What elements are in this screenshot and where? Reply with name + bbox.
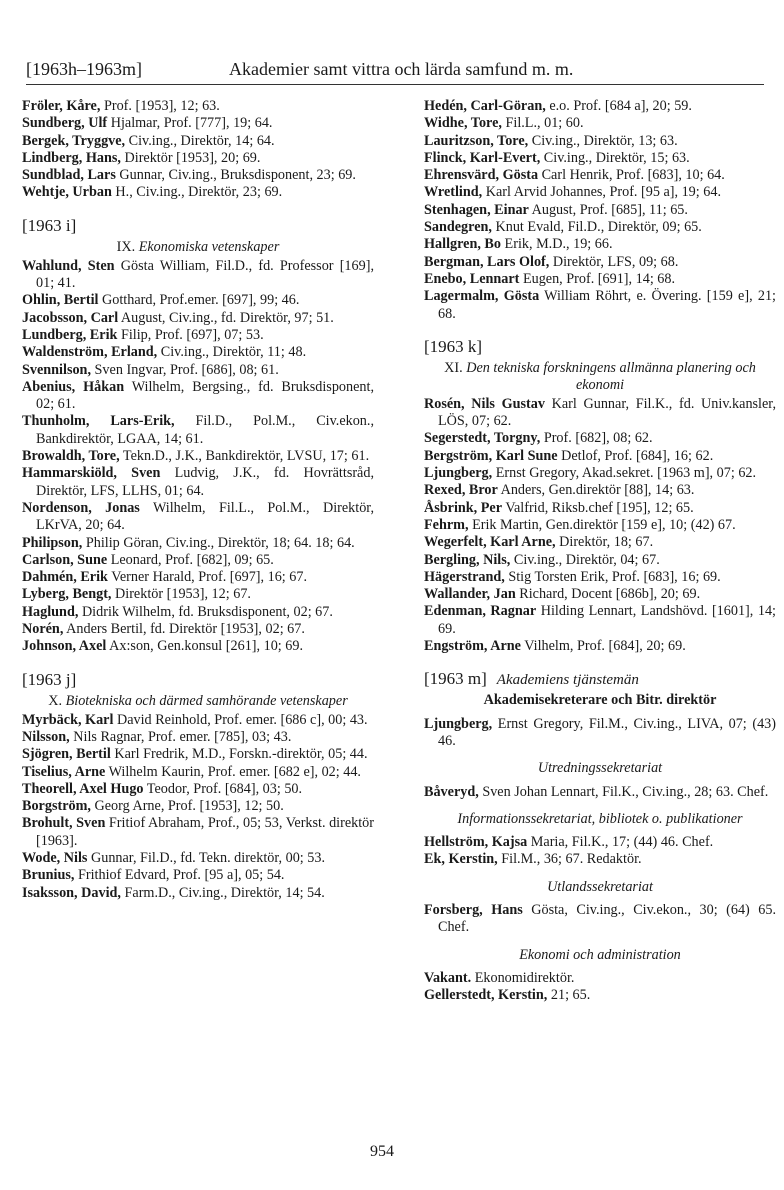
entry-details: Fritiof Abraham, Prof., 05; 53, Verkst. direktör [1963].	[36, 815, 375, 849]
section-code: [1963 m]	[424, 669, 487, 689]
entry-item	[22, 764, 374, 781]
entry-details: Civ.ing., Direktör, 15; 63.	[540, 149, 690, 166]
entry-details: Wilhelm, Bergsing., fd. Bruksdisponent, 02; 61.	[36, 378, 374, 413]
entry-details: William Röhrt, e. Övering. [159 e], 21; 68.	[438, 288, 776, 322]
entry-item	[424, 534, 776, 551]
entry-name: Lindberg, Hans,	[22, 149, 121, 166]
entry-details: Richard, Docent [686b], 20; 69.	[515, 586, 701, 603]
entry-item	[22, 850, 374, 867]
entry-name: Carlson, Sune	[22, 551, 108, 568]
section-title: Akademiens tjänstemän	[496, 672, 639, 689]
entry-name: Rexed, Bror	[424, 482, 498, 499]
entry-item	[22, 535, 374, 552]
entry-item	[424, 254, 776, 271]
entry-name: Widhe, Tore,	[424, 115, 502, 132]
entry-name: Ljungberg,	[424, 465, 493, 482]
entry-details: Fil.M., 36; 67. Redaktör.	[497, 851, 642, 868]
entry-item	[22, 448, 374, 465]
entry-name: Wahlund, Sten	[22, 257, 115, 274]
entry-name: Flinck, Karl-Evert,	[424, 149, 541, 166]
entry-name: Enebo, Lennart	[424, 270, 520, 287]
entry-details: Tekn.D., J.K., Bankdirektör, LVSU, 17; 61.	[119, 448, 370, 465]
entry-details: Hilding Lennart, Landshövd. [1601], 14; 69.	[438, 603, 776, 637]
entry-name: Hedén, Carl-Göran,	[424, 98, 546, 114]
entry-item	[22, 638, 374, 655]
entry-name: Dahmén, Erik	[22, 569, 108, 586]
entry-details: Fil.D., Pol.M., Civ.ekon., Bankdirektör, LGAA, 14; 61.	[36, 413, 374, 447]
entry-details: Gösta, Civ.ing., Civ.ekon., 30; (64) 65. Chef.	[438, 901, 776, 936]
entry-item	[424, 552, 776, 569]
entry-item	[22, 746, 374, 763]
entry-details: Anders Bertil, fd. Direktör [1953], 02; 67.	[63, 621, 305, 638]
entry-name: Ek, Kerstin,	[424, 851, 498, 868]
entry-name: Sundblad, Lars	[22, 167, 116, 184]
entry-details: Didrik Wilhelm, fd. Bruksdisponent, 02; 67.	[78, 603, 333, 620]
entry-details: Wilhelm Kaurin, Prof. emer. [682 e], 02; 44.	[105, 763, 361, 780]
entry-item	[22, 798, 374, 815]
section-m-heading	[424, 669, 776, 690]
entry-name: Johnson, Axel	[22, 638, 107, 655]
entry-name: Tiselius, Arne	[22, 763, 106, 780]
entry-details: Ernst Gregory, Fil.M., Civ.ing., LIVA, 07; (43) 46.	[438, 715, 776, 749]
entry-item	[424, 902, 776, 937]
subsection-heading: Utlandssekretariat	[547, 878, 653, 895]
subsection-heading: Informationssekretariat, bibliotek o. publikationer	[457, 810, 743, 827]
entry-details: Karl Gunnar, Fil.K., fd. Univ.kansler, LÖS, 07; 62.	[438, 395, 776, 430]
subsection-heading: Ekonomi och administration	[519, 946, 681, 963]
entry-name: Browaldh, Tore,	[22, 448, 120, 465]
entry-item	[22, 258, 374, 293]
entry-item	[22, 292, 374, 309]
entry-details: Prof. [682], 08; 62.	[540, 430, 653, 447]
entry-details: e.o. Prof. [684 a], 20; 59.	[545, 98, 692, 114]
entry-name: Hammarskiöld, Sven	[22, 465, 161, 482]
entry-details: Nils Ragnar, Prof. emer. [785], 03; 43.	[69, 728, 292, 745]
entry-name: Bergström, Karl Sune	[424, 447, 558, 464]
entry-item	[424, 184, 776, 201]
entry-name: Thunholm, Lars-Erik,	[22, 413, 175, 430]
entry-item	[424, 482, 776, 499]
entry-item	[22, 781, 374, 798]
entry-details: Direktör [1953], 12; 67.	[111, 586, 251, 603]
entry-name: Sandegren,	[424, 219, 492, 236]
entry-item	[22, 362, 374, 379]
entry-name: Ljungberg,	[424, 715, 493, 732]
right-column	[424, 98, 776, 1004]
entry-name: Haglund,	[22, 603, 79, 620]
entry-item	[22, 379, 374, 414]
entry-item	[22, 150, 374, 167]
entry-details: Detlof, Prof. [684], 16; 62.	[557, 447, 714, 464]
entry-item	[424, 851, 776, 868]
entry-details: Civ.ing., Direktör, 11; 48.	[157, 344, 307, 361]
entry-details: Vilhelm, Prof. [684], 20; 69.	[520, 638, 686, 655]
entry-details: Civ.ing., Direktör, 14; 64.	[125, 132, 275, 149]
entry-name: Gellerstedt, Kerstin,	[424, 987, 548, 1004]
entry-details: Erik Martin, Gen.direktör [159 e], 10; (42) 67.	[468, 516, 736, 533]
entry-details: Direktör, 18; 67.	[555, 534, 654, 551]
entry-name: Sundberg, Ulf	[22, 115, 108, 132]
entry-name: Wegerfelt, Karl Arne,	[424, 534, 556, 551]
entry-name: Åsbrink, Per	[424, 499, 503, 516]
entry-details: Gotthard, Prof.emer. [697], 99; 46.	[98, 292, 300, 309]
entry-item	[424, 288, 776, 323]
entry-name: Fröler, Kåre,	[22, 98, 101, 114]
entry-item	[424, 517, 776, 534]
page-number: 954	[370, 1143, 394, 1160]
entry-name: Edenman, Ragnar	[424, 603, 537, 620]
entry-details: Sven Ingvar, Prof. [686], 08; 61.	[91, 361, 279, 378]
header-code: [1963h–1963m]	[26, 59, 142, 79]
entry-item	[424, 970, 776, 987]
section-number: XI.	[444, 359, 463, 376]
section-code: [1963 k]	[424, 336, 483, 356]
entry-item	[22, 344, 374, 361]
entry-item	[424, 167, 776, 184]
entry-item	[22, 621, 374, 638]
entry-item	[22, 604, 374, 621]
entry-details: Civ.ing., Direktör, 04; 67.	[510, 551, 660, 568]
entry-name: Lyberg, Bengt,	[22, 586, 112, 603]
entry-name: Brohult, Sven	[22, 815, 106, 832]
entry-details: Verner Harald, Prof. [697], 16; 67.	[107, 569, 308, 586]
entry-name: Ohlin, Bertil	[22, 292, 99, 309]
header-title: Akademier samt vittra och lärda samfund m. m.	[229, 59, 574, 79]
entry-details: Frithiof Edvard, Prof. [95 a], 05; 54.	[74, 867, 285, 884]
entry-item	[22, 569, 374, 586]
entry-details: Gunnar, Civ.ing., Bruksdisponent, 23; 69.	[115, 167, 356, 184]
entry-details: Knut Evald, Fil.D., Direktör, 09; 65.	[491, 219, 702, 236]
entry-item	[424, 569, 776, 586]
entry-details: Stig Torsten Erik, Prof. [683], 16; 69.	[504, 568, 721, 585]
section-number: X.	[48, 692, 63, 709]
section-title	[22, 239, 374, 256]
entry-details: Erik, M.D., 19; 66.	[501, 236, 613, 253]
entry-item	[424, 500, 776, 517]
entry-details: Direktör [1953], 20; 69.	[120, 149, 261, 166]
entry-details: Ekonomidirektör.	[471, 969, 575, 986]
entry-name: Hägerstrand,	[424, 568, 505, 585]
entry-name: Bergman, Lars Olof,	[424, 253, 550, 270]
entry-item	[22, 98, 374, 115]
entry-details: Ludvig, J.K., fd. Hovrättsråd, Direktör, LFS, LLHS, 01; 64.	[36, 465, 374, 499]
entry-name: Wode, Nils	[22, 849, 88, 866]
entry-name: Jacobsson, Carl	[22, 309, 119, 326]
entry-details: H., Civ.ing., Direktör, 23; 69.	[111, 184, 283, 201]
entry-name: Lagermalm, Gösta	[424, 288, 540, 305]
entry-item	[22, 885, 374, 902]
entry-details: Farm.D., Civ.ing., Direktör, 14; 54.	[120, 884, 325, 901]
entry-details: Gösta William, Fil.D., fd. Professor [169], 01; 41.	[36, 257, 374, 292]
entry-item	[22, 586, 374, 603]
entry-name: Hellström, Kajsa	[424, 834, 528, 851]
entry-details: Gunnar, Fil.D., fd. Tekn. direktör, 00; 53.	[87, 849, 326, 866]
entry-details: David Reinhold, Prof. emer. [686 c], 00; 43.	[113, 711, 368, 728]
entry-item	[424, 150, 776, 167]
entry-item	[424, 603, 776, 638]
entry-details: Fil.L., 01; 60.	[501, 115, 584, 132]
entry-name: Vakant.	[424, 969, 472, 986]
entry-details: Direktör, LFS, 09; 68.	[549, 253, 679, 270]
entry-name: Svennilson,	[22, 361, 91, 378]
entry-name: Theorell, Axel Hugo	[22, 780, 144, 797]
entry-item	[22, 133, 374, 150]
entry-details: Wilhelm, Fil.L., Pol.M., Direktör, LKrVA, 20; 64.	[36, 499, 374, 534]
entry-item	[424, 987, 776, 1004]
entry-item	[424, 638, 776, 655]
entry-details: 21; 65.	[547, 987, 591, 1004]
entry-details: August, Civ.ing., fd. Direktör, 97; 51.	[118, 309, 334, 326]
entry-item	[424, 465, 776, 482]
entry-item	[424, 202, 776, 219]
entry-item	[424, 396, 776, 431]
running-head	[26, 58, 764, 82]
entry-details: Maria, Fil.K., 17; (44) 46. Chef.	[527, 834, 714, 851]
entry-item	[22, 327, 374, 344]
entry-item	[22, 115, 374, 132]
section-title-text: Ekonomiska vetenskaper	[138, 238, 280, 255]
entry-name: Wehtje, Urban	[22, 184, 112, 201]
entry-details: Ernst Gregory, Akad.sekret. [1963 m], 07; 62.	[492, 465, 757, 482]
header-rule	[26, 84, 764, 85]
entry-item	[424, 716, 776, 751]
entry-details: Filip, Prof. [697], 07; 53.	[117, 326, 264, 343]
entry-name: Nordenson, Jonas	[22, 499, 140, 516]
section-title-text: Den tekniska forskningens allmänna planering och ekonomi	[466, 359, 756, 393]
entry-name: Båveryd,	[424, 783, 479, 800]
subsection-heading: Utredningssekretariat	[537, 760, 663, 777]
entry-item	[22, 552, 374, 569]
entry-details: Civ.ing., Direktör, 13; 63.	[528, 132, 678, 149]
entry-item	[424, 133, 776, 150]
entry-details: Sven Johan Lennart, Fil.K., Civ.ing., 28; 63. Chef.	[478, 783, 769, 800]
entry-name: Norén,	[22, 621, 64, 638]
section-code: [1963 i]	[22, 215, 77, 235]
entry-name: Lauritzson, Tore,	[424, 132, 529, 149]
entry-item	[22, 500, 374, 535]
entry-item	[424, 219, 776, 236]
entry-name: Sjögren, Bertil	[22, 746, 111, 763]
entry-name: Ehrensvärd, Gösta	[424, 167, 539, 184]
entry-name: Engström, Arne	[424, 638, 521, 655]
entry-name: Brunius,	[22, 867, 75, 884]
entry-item	[424, 448, 776, 465]
entry-name: Myrbäck, Karl	[22, 711, 114, 728]
entry-name: Isaksson, David,	[22, 884, 121, 901]
entry-name: Philipson,	[22, 534, 83, 551]
entry-item	[424, 98, 776, 115]
entry-details: Georg Arne, Prof. [1953], 12; 50.	[90, 798, 284, 815]
entry-name: Fehrm,	[424, 516, 469, 533]
entry-item	[22, 413, 374, 448]
entry-name: Nilsson,	[22, 728, 70, 745]
entry-details: Prof. [1953], 12; 63.	[100, 98, 220, 114]
entry-details: Karl Fredrik, M.D., Forskn.-direktör, 05; 44.	[110, 746, 368, 763]
entry-item	[424, 586, 776, 603]
section-code: [1963 j]	[22, 669, 77, 689]
entry-name: Wallander, Jan	[424, 586, 516, 603]
entry-name: Forsberg, Hans	[424, 901, 523, 918]
entry-details: Carl Henrik, Prof. [683], 10; 64.	[538, 167, 725, 184]
entry-name: Waldenström, Erland,	[22, 344, 158, 361]
entry-details: August, Prof. [685], 11; 65.	[528, 201, 688, 218]
entry-name: Rosén, Nils Gustav	[424, 395, 545, 412]
entry-name: Borgström,	[22, 798, 91, 815]
section-number: IX.	[116, 238, 136, 255]
entry-details: Eugen, Prof. [691], 14; 68.	[519, 270, 676, 287]
section-subtitle: Akademisekreterare och Bitr. direktör	[483, 692, 717, 709]
entry-details: Karl Arvid Johannes, Prof. [95 a], 19; 64.	[482, 184, 722, 201]
entry-item	[424, 236, 776, 253]
section-title-text: Biotekniska och därmed samhörande vetenskaper	[65, 692, 348, 709]
entry-name: Lundberg, Erik	[22, 326, 118, 343]
entry-item	[424, 834, 776, 851]
entry-name: Stenhagen, Einar	[424, 201, 529, 218]
entry-name: Abenius, Håkan	[22, 378, 125, 395]
entry-item	[424, 271, 776, 288]
left-column	[22, 98, 374, 902]
entry-details: Leonard, Prof. [682], 09; 65.	[107, 551, 274, 568]
entry-details: Valfrid, Riksb.chef [195], 12; 65.	[502, 499, 694, 516]
entry-item	[22, 815, 374, 850]
entry-name: Bergek, Tryggve,	[22, 132, 126, 149]
entry-details: Anders, Gen.direktör [88], 14; 63.	[497, 482, 695, 499]
entry-item	[22, 712, 374, 729]
entry-details: Philip Göran, Civ.ing., Direktör, 18; 64. 18; 64.	[82, 534, 355, 551]
entry-item	[424, 115, 776, 132]
entry-item	[424, 430, 776, 447]
entry-item	[22, 465, 374, 500]
entry-name: Hallgren, Bo	[424, 236, 501, 253]
entry-name: Wretlind,	[424, 184, 483, 201]
entry-item	[22, 167, 374, 184]
entry-item	[22, 184, 374, 201]
section-title	[424, 360, 776, 394]
entry-item	[424, 784, 776, 801]
entry-item	[22, 867, 374, 884]
entry-details: Teodor, Prof. [684], 03; 50.	[143, 780, 303, 797]
section-title	[22, 693, 374, 710]
entry-details: Hjalmar, Prof. [777], 19; 64.	[107, 115, 273, 132]
entry-details: Ax:son, Gen.konsul [261], 10; 69.	[106, 638, 304, 655]
entry-name: Bergling, Nils,	[424, 551, 511, 568]
entry-name: Segerstedt, Torgny,	[424, 430, 541, 447]
entry-item	[22, 729, 374, 746]
entry-item	[22, 310, 374, 327]
